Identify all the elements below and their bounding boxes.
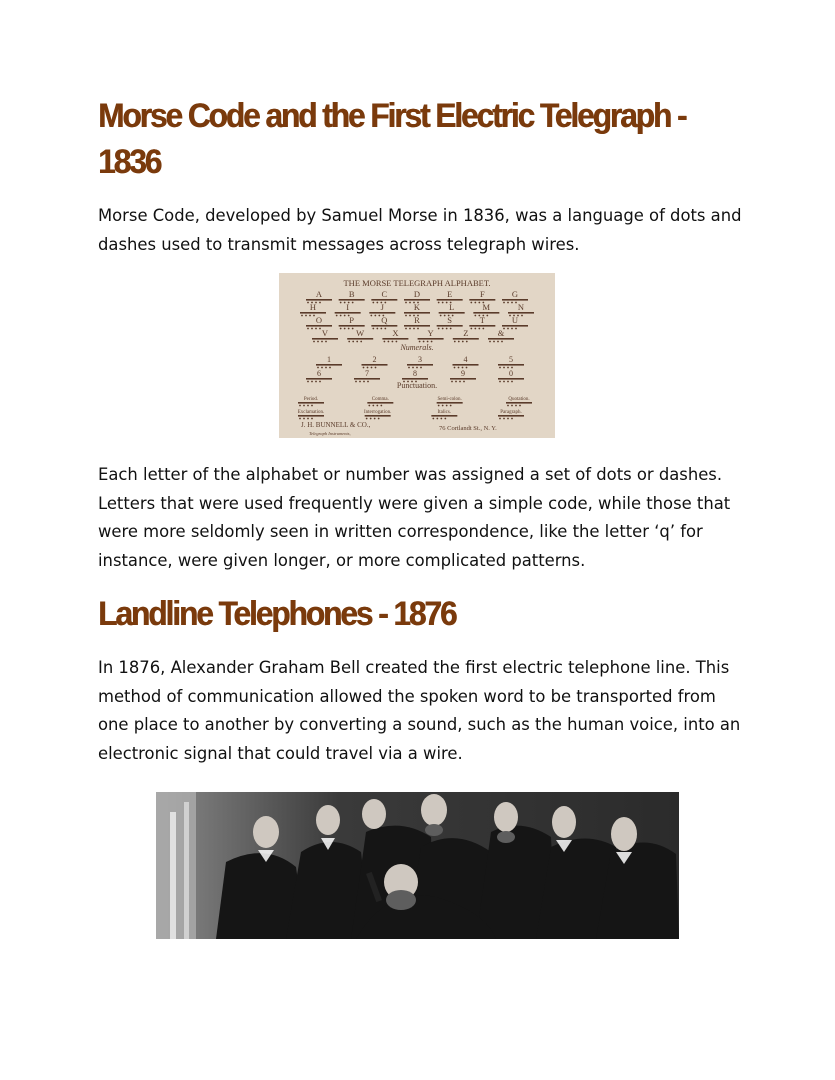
- morse-letter-label: S: [447, 315, 453, 325]
- morse-numeral-label: 5: [509, 355, 513, 364]
- morse-code-marks: [502, 299, 528, 303]
- morse-intro-paragraph: Morse Code, developed by Samuel Morse in 1836, was a language of dots and dashes used to transmit messages across telegraph wires.: [98, 206, 742, 254]
- morse-code-marks: [506, 402, 532, 406]
- punctuation-label: Punctuation.: [396, 381, 438, 390]
- morse-code-marks: [362, 364, 388, 368]
- publisher-subtitle: Telegraph Instruments,: [309, 431, 351, 436]
- morse-code-marks: [498, 364, 524, 368]
- morse-code-marks: [450, 378, 476, 382]
- morse-code-marks: [437, 402, 463, 406]
- morse-punctuation-label: Paragraph.: [500, 410, 522, 415]
- morse-code-marks: [339, 299, 365, 303]
- morse-letter-label: M: [482, 302, 491, 312]
- heading-line-1: Morse Code and the First Electric Telegraph -: [98, 97, 686, 135]
- morse-code-marks: [347, 338, 373, 342]
- morse-letter-label: C: [381, 289, 388, 299]
- morse-letter-label: Z: [463, 328, 469, 338]
- morse-code-marks: [371, 299, 397, 303]
- morse-code-marks: [431, 415, 457, 419]
- morse-letter-label: R: [414, 315, 420, 325]
- morse-code-marks: [335, 312, 361, 316]
- morse-numeral-label: 0: [509, 369, 513, 378]
- morse-code-marks: [316, 364, 342, 368]
- morse-code-marks: [298, 415, 324, 419]
- morse-letter-label: Y: [427, 328, 434, 338]
- morse-body-paragraph: Each letter of the alphabet or number was assigned a set of dots or dashes. Letters that were used frequently were given a simple code, while those that were more seldomly seen in written correspondence, like the letter ‘q’ for instance, were given longer, or more complicated patterns.: [98, 465, 731, 570]
- publisher-address: 76 Cortlandt St., N. Y.: [439, 425, 497, 432]
- morse-letter-label: G: [511, 289, 519, 299]
- morse-letter-label: N: [517, 302, 525, 312]
- morse-numeral-label: 1: [327, 355, 331, 364]
- morse-numeral-label: 8: [413, 369, 417, 378]
- morse-punctuation-label: Period.: [303, 397, 319, 402]
- morse-code-marks: [306, 325, 332, 329]
- morse-letter-label: W: [356, 328, 365, 338]
- morse-letter-label: X: [392, 328, 399, 338]
- morse-code-marks: [367, 402, 393, 406]
- morse-code-marks: [382, 338, 408, 342]
- telephone-body-paragraph: In 1876, Alexander Graham Bell created the first electric telephone line. This method of communication allowed the spoken word to be transported from one place to another by converting a sound, such as the human voice, into an electronic signal that could travel via a wire.: [98, 658, 741, 763]
- morse-numeral-label: 2: [372, 355, 377, 364]
- morse-code-marks: [404, 325, 430, 329]
- morse-letter-label: D: [413, 289, 421, 299]
- morse-code-marks: [354, 378, 380, 382]
- morse-letter-label: B: [348, 289, 355, 299]
- numerals-label: Numerals.: [400, 343, 434, 352]
- morse-letter-label: Q: [381, 315, 388, 325]
- morse-punctuation-label: Italics.: [437, 410, 452, 415]
- section-heading-morse: [98, 93, 685, 185]
- morse-letter-label: A: [315, 289, 323, 299]
- morse-code-marks: [453, 364, 479, 368]
- morse-letter-label: U: [511, 315, 519, 325]
- section-heading-telephone: Landline Telephones - 1876: [98, 595, 456, 633]
- morse-punctuation-label: Comma.: [371, 397, 389, 402]
- morse-code-marks: [312, 338, 338, 342]
- morse-code-marks: [502, 325, 528, 329]
- morse-code-marks: [407, 364, 433, 368]
- morse-code-marks: [437, 325, 463, 329]
- morse-letter-label: H: [309, 302, 317, 312]
- morse-card-title: THE MORSE TELEGRAPH ALPHABET.: [343, 278, 491, 288]
- publisher-name: J. H. BUNNELL & CO.,: [301, 421, 371, 429]
- morse-letter-label: E: [447, 289, 453, 299]
- morse-punctuation-label: Interrogation.: [363, 410, 392, 415]
- morse-punctuation-label: Exclamation.: [297, 410, 325, 415]
- morse-numeral-label: 7: [365, 369, 369, 378]
- morse-code-marks: [306, 378, 332, 382]
- morse-code-marks: [418, 338, 444, 342]
- morse-letter-label: F: [479, 289, 485, 299]
- morse-numeral-label: 4: [463, 355, 468, 364]
- morse-letter-label: L: [449, 302, 455, 312]
- morse-code-marks: [365, 415, 391, 419]
- morse-code-marks: [473, 312, 499, 316]
- morse-letter-label: T: [479, 315, 485, 325]
- morse-letter-label: V: [321, 328, 329, 338]
- morse-punctuation-label: Quotation.: [508, 397, 530, 402]
- bell-telephone-photo: [156, 792, 679, 939]
- morse-numeral-label: 3: [418, 355, 422, 364]
- morse-letter-label: &: [497, 328, 505, 338]
- morse-code-marks: [469, 325, 495, 329]
- morse-code-marks: [300, 312, 326, 316]
- morse-code-marks: [498, 378, 524, 382]
- morse-letter-label: P: [349, 315, 355, 325]
- morse-alphabet-card: [279, 273, 555, 438]
- morse-letter-label: O: [315, 315, 323, 325]
- morse-code-marks: [453, 338, 479, 342]
- morse-punctuation-label: Semi-colon.: [437, 397, 462, 402]
- morse-code-marks: [498, 415, 524, 419]
- morse-code-marks: [488, 338, 514, 342]
- morse-letter-label: J: [380, 302, 384, 312]
- morse-code-marks: [298, 402, 324, 406]
- morse-numeral-label: 6: [317, 369, 321, 378]
- morse-letter-label: K: [413, 302, 421, 312]
- heading-line-2: 1836: [98, 143, 161, 181]
- morse-letter-label: I: [346, 302, 350, 312]
- morse-numeral-label: 9: [461, 369, 465, 378]
